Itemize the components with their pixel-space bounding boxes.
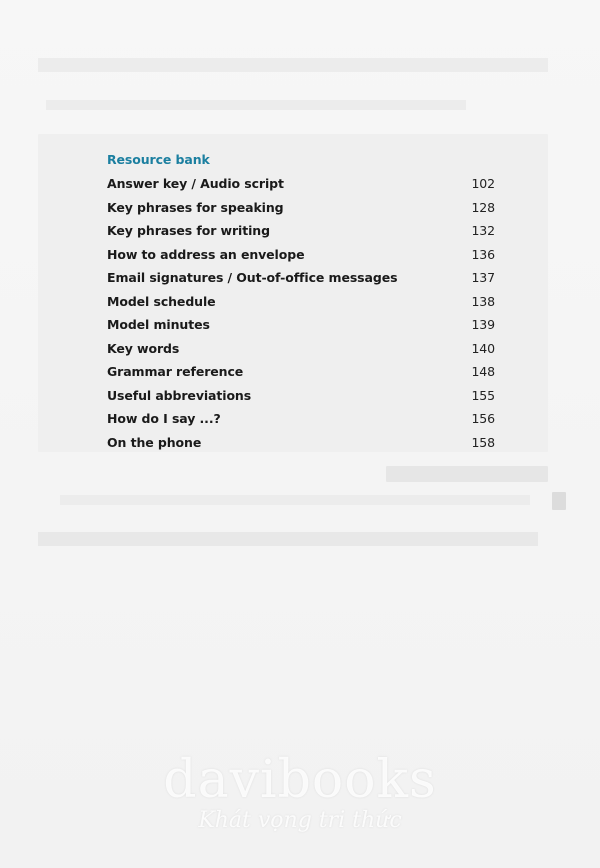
toc-entry	[107, 313, 495, 337]
toc-entry	[107, 384, 495, 408]
toc-entry-title: Key phrases for speaking	[107, 199, 284, 215]
show-through-line	[38, 58, 548, 72]
section-heading: Resource bank	[107, 152, 210, 167]
toc-entry-page: 136	[471, 246, 495, 262]
toc-entry	[107, 407, 495, 431]
toc-entry-page: 132	[471, 223, 495, 238]
watermark	[150, 752, 450, 834]
show-through-line	[60, 495, 530, 505]
toc-entry	[107, 337, 495, 361]
toc-entry-page: 148	[471, 364, 495, 379]
toc-entry	[107, 360, 495, 384]
toc-entry-page: 140	[471, 340, 495, 356]
toc-entry-page: 138	[471, 293, 495, 309]
toc-entry-page: 155	[471, 387, 495, 403]
watermark-brand: davibooks	[163, 750, 437, 810]
toc-entry-title: Answer key / Audio script	[107, 176, 284, 191]
toc-entry-page: 137	[471, 270, 495, 285]
toc-entry-page: 128	[471, 199, 495, 215]
show-through-line	[38, 532, 538, 546]
toc-entry-page: 158	[471, 434, 495, 450]
toc-entry	[107, 290, 495, 314]
toc-entry	[107, 219, 495, 243]
toc-entry	[107, 243, 495, 267]
toc-entry-page: 156	[471, 411, 495, 426]
show-through-line	[46, 100, 466, 110]
toc-entry-title: Useful abbreviations	[107, 387, 252, 403]
toc-entry-title: Model minutes	[107, 317, 210, 332]
toc-entry-title: Key phrases for writing	[107, 223, 270, 238]
toc-entry-title: How do I say ...?	[107, 411, 221, 426]
toc-entry	[107, 431, 495, 455]
show-through-box	[386, 466, 548, 482]
toc-entry	[107, 172, 495, 196]
resource-bank-toc	[107, 152, 495, 454]
toc-list	[107, 172, 495, 454]
toc-entry-title: Model schedule	[107, 293, 216, 309]
toc-entry-title: Key words	[107, 340, 180, 356]
toc-entry-page: 102	[471, 176, 495, 191]
toc-entry-title: Email signatures / Out-of-office messages	[107, 270, 398, 285]
toc-entry-page: 139	[471, 317, 495, 332]
toc-entry-title: How to address an envelope	[107, 246, 305, 262]
watermark-tagline: Khát vọng tri thức	[198, 808, 402, 833]
toc-entry-title: Grammar reference	[107, 364, 244, 379]
toc-entry-title: On the phone	[107, 434, 202, 450]
toc-entry	[107, 196, 495, 220]
toc-entry	[107, 266, 495, 290]
show-through-box	[552, 492, 566, 510]
